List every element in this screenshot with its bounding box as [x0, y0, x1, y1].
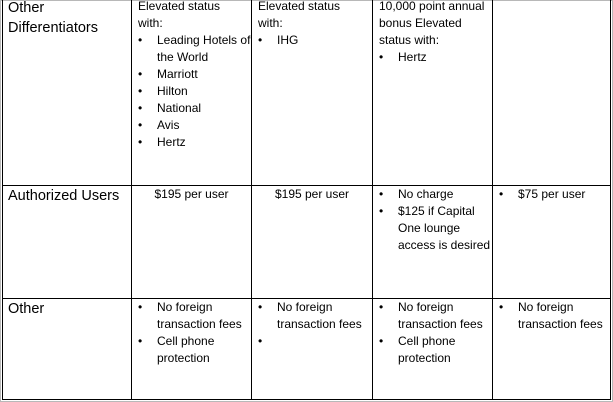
bullet-list [373, 49, 492, 66]
bullet-icon: • [379, 50, 384, 64]
bullet-icon: • [138, 135, 143, 149]
cell-intro: Elevated status with: [258, 0, 341, 30]
list-item: • No foreign transaction fees [138, 300, 242, 331]
bullet-list [132, 299, 251, 367]
bullet-icon: • [138, 101, 143, 115]
table-row-authorized-users [3, 186, 611, 299]
list-item: • Hertz [138, 135, 186, 149]
bullet-icon: • [499, 300, 504, 314]
bullet-icon: • [138, 300, 143, 314]
list-item: • Leading Hotels of the World [138, 33, 251, 64]
bullet-icon: • [499, 187, 504, 201]
bullet-list [252, 32, 372, 49]
list-item: • IHG [258, 33, 299, 47]
bullet-icon: • [379, 300, 384, 314]
list-item: • National [138, 101, 202, 115]
list-item: • Cell phone protection [379, 334, 456, 365]
list-item: • No foreign transaction fees [499, 300, 603, 331]
list-item: • Hilton [138, 84, 188, 98]
bullet-list [252, 299, 372, 350]
bullet-icon: • [379, 187, 384, 201]
bullet-list [373, 186, 492, 254]
row-label: Authorized Users [3, 186, 132, 299]
list-item: • No charge [379, 187, 454, 201]
table-cell: $195 per user [252, 186, 373, 299]
bullet-list [373, 299, 492, 367]
bullet-icon: • [138, 334, 143, 348]
table-cell [373, 0, 493, 186]
list-item: • $125 if Capital One lounge access is desired [379, 204, 491, 252]
table-cell [132, 299, 252, 400]
table-cell [252, 299, 373, 400]
list-item: • $75 per user [499, 187, 586, 201]
table-cell [132, 0, 252, 186]
bullet-icon: • [138, 33, 143, 47]
bullet-icon: • [379, 334, 384, 348]
row-label: Other [3, 299, 132, 400]
table-cell [493, 0, 611, 186]
bullet-icon: • [138, 118, 143, 132]
row-label: Other Differentiators [3, 0, 132, 186]
bullet-list [493, 299, 610, 333]
list-item: • Cell phone protection [138, 334, 215, 365]
bullet-icon: • [138, 84, 143, 98]
bullet-icon: • [258, 300, 263, 314]
bullet-icon: • [138, 67, 143, 81]
list-item: • Avis [138, 118, 180, 132]
bullet-icon: • [258, 33, 263, 47]
cell-intro: Elevated status with: [138, 0, 221, 30]
table-cell [493, 299, 611, 400]
cell-intro: 10,000 point annual bonus Elevated status with: [379, 0, 485, 47]
list-item: • No foreign transaction fees [379, 300, 483, 331]
table-cell [373, 186, 493, 299]
comparison-table [2, 0, 611, 400]
bullet-list [132, 32, 251, 151]
bullet-list [493, 186, 610, 203]
table-cell: $195 per user [132, 186, 252, 299]
list-item: • Hertz [379, 50, 427, 64]
table-row-other-differentiators [3, 0, 611, 186]
list-item: • No foreign transaction fees [258, 300, 362, 331]
list-item [252, 333, 372, 350]
table-cell [493, 186, 611, 299]
list-item: • Marriott [138, 67, 198, 81]
table-cell [252, 0, 373, 186]
bullet-icon: • [258, 334, 263, 348]
table-row-other [3, 299, 611, 400]
bullet-icon: • [379, 204, 384, 218]
table-cell [373, 299, 493, 400]
